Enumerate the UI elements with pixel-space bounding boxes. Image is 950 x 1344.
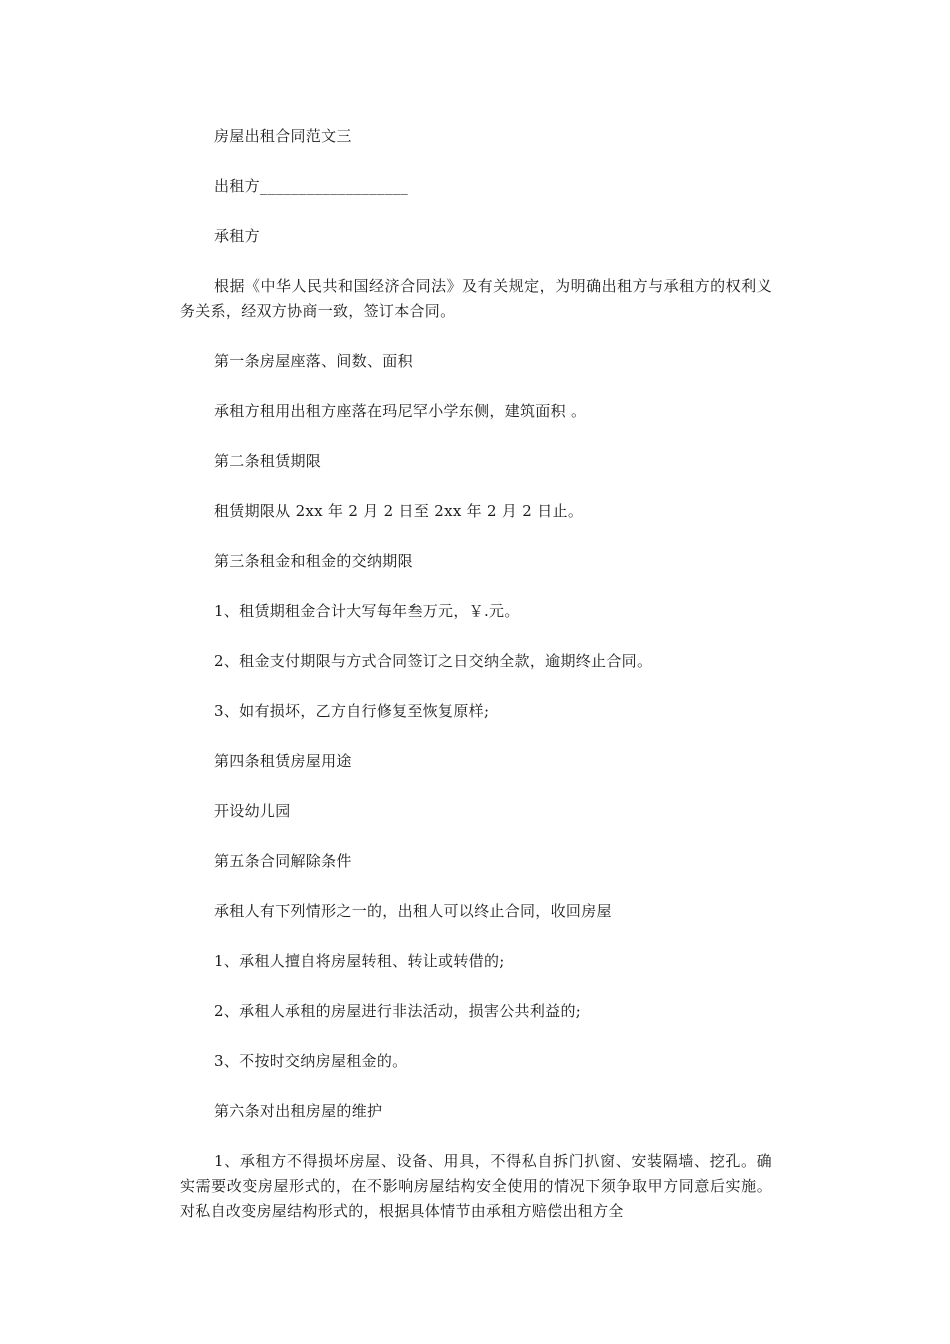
article-6-item-1: 1、承租方不得损坏房屋、设备、用具，不得私自拆门扒窗、安装隔墙、挖孔。确实需要改变房屋形式的，在不影响房屋结构安全使用的情况下须争取甲方同意后实施。对私自改变房屋结构形式的，根据具体情节由承租方赔偿出租方全: [180, 1152, 772, 1220]
article-2-text: 租赁期限从 2xx 年 2 月 2 日至 2xx 年 2 月 2 日止。: [214, 502, 584, 520]
preamble-paragraph: 根据《中华人民共和国经济合同法》及有关规定，为明确出租方与承租方的权利义务关系，经双方协商一致，签订本合同。: [180, 277, 772, 320]
article-5-item-2: 2、承租人承租的房屋进行非法活动，损害公共利益的;: [214, 1002, 582, 1020]
article-3-item-1: 1、租赁期租金合计大写每年叁万元，￥.元。: [214, 602, 520, 620]
article-1-heading: 第一条房屋座落、间数、面积: [214, 352, 413, 370]
article-2-heading: 第二条租赁期限: [214, 452, 322, 470]
lessee-line: 承租方: [214, 227, 260, 245]
article-4-heading: 第四条租赁房屋用途: [214, 752, 352, 770]
article-5-item-3: 3、不按时交纳房屋租金的。: [214, 1052, 408, 1070]
article-3-item-2: 2、租金支付期限与方式合同签订之日交纳全款，逾期终止合同。: [214, 652, 653, 670]
article-4-text: 开设幼儿园: [214, 802, 291, 820]
article-5-heading: 第五条合同解除条件: [214, 852, 352, 870]
doc-title: 房屋出租合同范文三: [214, 127, 352, 145]
document-body: [180, 124, 772, 1249]
article-5-intro: 承租人有下列情形之一的，出租人可以终止合同，收回房屋: [214, 902, 612, 920]
article-1-text: 承租方租用出租方座落在玛尼罕小学东侧，建筑面积 。: [214, 402, 587, 420]
article-6-heading: 第六条对出租房屋的维护: [214, 1102, 383, 1120]
article-5-item-1: 1、承租人擅自将房屋转租、转让或转借的;: [214, 952, 505, 970]
article-3-item-3: 3、如有损坏，乙方自行修复至恢复原样;: [214, 702, 490, 720]
lessor-line: 出租方___________________: [214, 177, 409, 195]
article-3-heading: 第三条租金和租金的交纳期限: [214, 552, 413, 570]
